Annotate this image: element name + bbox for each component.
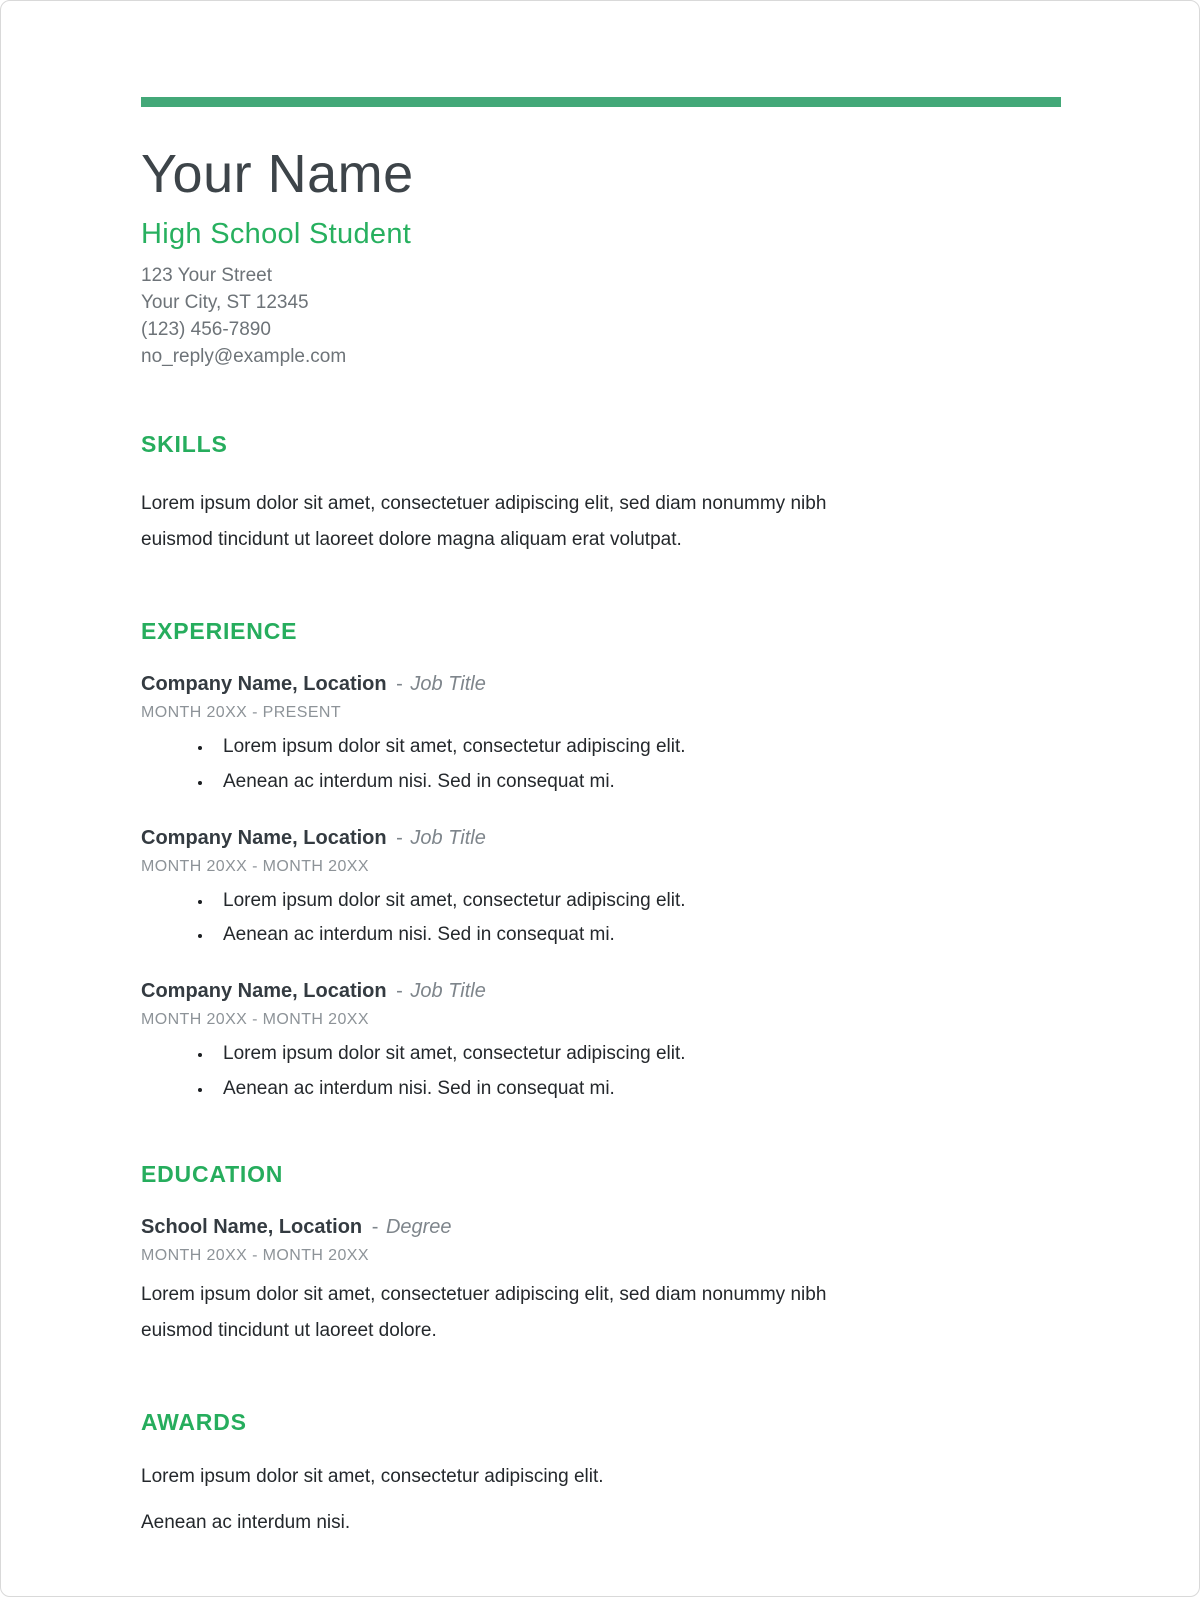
company-name: Company Name, Location bbox=[141, 673, 387, 696]
entry-dates: MONTH 20XX - MONTH 20XX bbox=[141, 1247, 369, 1265]
job-title: Job Title bbox=[410, 980, 486, 1003]
title-separator: - bbox=[396, 826, 403, 849]
experience-entry-title bbox=[141, 827, 1061, 850]
skills-section bbox=[141, 431, 1061, 558]
person-title: High School Student bbox=[141, 218, 412, 251]
bullet-item: • Lorem ipsum dolor sit amet, consectetur adipiscing elit. bbox=[213, 888, 1061, 914]
degree-name: Degree bbox=[385, 1216, 452, 1239]
experience-entry-title bbox=[141, 980, 1061, 1003]
title-separator: - bbox=[396, 673, 403, 696]
bullet-item: • Lorem ipsum dolor sit amet, consectetur adipiscing elit. bbox=[213, 1041, 1061, 1067]
education-heading: EDUCATION bbox=[141, 1161, 284, 1188]
person-name: Your Name bbox=[141, 144, 414, 204]
bullet-item: • Lorem ipsum dolor sit amet, consectetur adipiscing elit. bbox=[213, 734, 1061, 760]
awards-line: Aenean ac interdum nisi. bbox=[141, 1512, 351, 1534]
address-street: 123 Your Street bbox=[141, 265, 272, 287]
experience-heading: EXPERIENCE bbox=[141, 618, 298, 645]
entry-bullet-list bbox=[141, 888, 1061, 948]
phone-number: (123) 456-7890 bbox=[141, 319, 271, 341]
company-name: Company Name, Location bbox=[141, 826, 387, 849]
experience-section bbox=[141, 618, 1061, 1101]
company-name: Company Name, Location bbox=[141, 980, 387, 1003]
entry-dates: MONTH 20XX - MONTH 20XX bbox=[141, 857, 369, 875]
bullet-item: • Aenean ac interdum nisi. Sed in consequat mi. bbox=[213, 769, 1061, 795]
title-separator: - bbox=[371, 1216, 379, 1239]
school-name: School Name, Location bbox=[141, 1216, 363, 1239]
education-entry bbox=[141, 1216, 1061, 1349]
entry-bullet-list bbox=[141, 734, 1061, 794]
entry-dates: MONTH 20XX - MONTH 20XX bbox=[141, 1011, 369, 1029]
email-address: no_reply@example.com bbox=[141, 346, 347, 368]
experience-entry bbox=[141, 673, 1061, 794]
education-body: Lorem ipsum dolor sit amet, consectetuer adipiscing elit, sed diam nonummy nibh euismod tincidunt ut laoreet dolore. bbox=[141, 1284, 827, 1342]
resume-header bbox=[141, 145, 1061, 371]
education-section bbox=[141, 1161, 1061, 1349]
entry-bullet-list bbox=[141, 1041, 1061, 1101]
awards-line: Lorem ipsum dolor sit amet, consectetur adipiscing elit. bbox=[141, 1466, 604, 1488]
awards-section bbox=[141, 1409, 1061, 1535]
skills-heading: SKILLS bbox=[141, 431, 228, 458]
education-entry-title bbox=[141, 1216, 1061, 1239]
experience-entry-title bbox=[141, 673, 1061, 696]
bullet-item: • Aenean ac interdum nisi. Sed in consequat mi. bbox=[213, 922, 1061, 948]
bullet-item: • Aenean ac interdum nisi. Sed in consequat mi. bbox=[213, 1076, 1061, 1102]
job-title: Job Title bbox=[410, 826, 486, 849]
entry-dates: MONTH 20XX - PRESENT bbox=[141, 704, 342, 722]
accent-bar bbox=[141, 97, 1061, 107]
experience-entry bbox=[141, 980, 1061, 1101]
job-title: Job Title bbox=[410, 673, 486, 696]
skills-body: Lorem ipsum dolor sit amet, consectetuer adipiscing elit, sed diam nonummy nibh euismod tincidunt ut laoreet dolore magna aliquam erat volutpat. bbox=[141, 493, 827, 551]
address-city: Your City, ST 12345 bbox=[141, 292, 309, 314]
awards-heading: AWARDS bbox=[141, 1409, 247, 1436]
contact-block bbox=[141, 263, 1061, 371]
experience-entry bbox=[141, 827, 1061, 948]
title-separator: - bbox=[396, 980, 403, 1003]
